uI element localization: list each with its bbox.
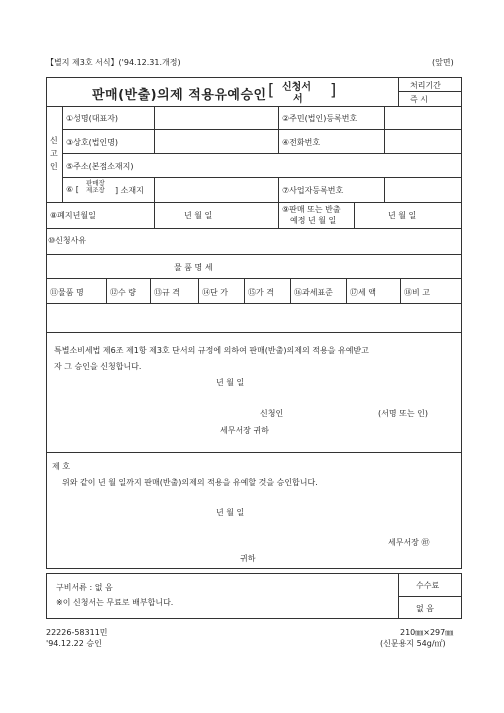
label-phone: ④전화번호: [282, 138, 321, 147]
col-price: ⑮가 격: [248, 288, 274, 297]
form-code: 22226-58311민: [46, 628, 108, 637]
paper-size: 210㎜×297㎜: [400, 628, 454, 637]
approval-no: 제 호: [52, 462, 70, 471]
form-title: 판매(반출)의제 적용유예승인: [92, 88, 267, 103]
application-date: 년 월 일: [216, 378, 245, 387]
goods-section-title: 물 품 명 세: [174, 263, 213, 272]
col-tax-base: ⑯과세표준: [294, 288, 333, 297]
col-spec: ⑬규 격: [154, 288, 180, 297]
signature-note: (서명 또는 인): [378, 409, 428, 418]
application-addressee: 세무서장 귀하: [220, 426, 269, 435]
label-address: ⑤주소(본점소재지): [66, 162, 134, 171]
fee-label: 수수료: [416, 581, 440, 590]
paper-type: (신문용지 54g/㎡): [380, 639, 446, 648]
page-side-label: (앞면): [432, 58, 454, 67]
label-business-name: ③상호(법인명): [66, 138, 119, 147]
label-closing-date: ⑧폐지년월일: [50, 211, 96, 220]
label-biz-reg-no: ⑦사업자등록번호: [282, 186, 344, 195]
label-planned-date-1: ⑨판매 또는 반출: [282, 205, 341, 214]
form-main: [46, 77, 462, 569]
label-location-options: 판매장 제조장: [86, 179, 105, 194]
approval-date: 년 월 일: [216, 508, 245, 517]
title-variant-2: 서: [293, 94, 303, 105]
application-text-2: 자 그 승인을 신청합니다.: [54, 362, 142, 371]
planned-date-ymd: 년 월 일: [388, 211, 417, 220]
title-bracket-open: [: [268, 80, 275, 99]
closing-date-ymd: 년 월 일: [184, 211, 213, 220]
fee-value: 없 음: [416, 604, 434, 613]
col-quantity: ⑫수 량: [110, 288, 136, 297]
col-remarks: ⑱비 고: [404, 288, 430, 297]
processing-period-value: 즉 시: [410, 95, 428, 104]
title-variant: 신청서: [282, 82, 311, 93]
col-tax-amount: ⑰세 액: [350, 288, 376, 297]
form-reference: 【별지 제3호 서식】('94.12.31.개정): [46, 58, 181, 67]
required-docs: 구비서류 : 없 음: [56, 583, 113, 592]
label-reason: ⑩신청사유: [48, 236, 87, 245]
label-location-suffix: ] 소재지: [115, 186, 144, 195]
approval-date-note: '94.12.22 승인: [46, 639, 102, 648]
label-planned-date-2: 예정 년 월 일: [290, 216, 337, 225]
approval-text: 위와 같이 년 월 일까지 판매(반출)의제의 적용을 유예할 것을 승인합니다.: [62, 478, 318, 487]
label-name: ①성명(대표자): [66, 114, 119, 123]
approval-addressee: 귀하: [240, 554, 256, 563]
applicant-section-label: 신 고 인: [50, 136, 58, 171]
free-distribution-note: ※이 신청서는 무료로 배부합니다.: [56, 598, 174, 607]
processing-period-label: 처리기간: [410, 81, 441, 90]
title-bracket-close: ]: [330, 80, 337, 99]
application-text-1: 특별소비세법 제6조 제1항 제3호 단서의 규정에 의하여 판매(반출)의제의 적용을 유예받고: [54, 346, 369, 355]
label-resident-no: ②주민(법인)등록번호: [282, 114, 358, 123]
col-goods-name: ⑪물품 명: [50, 288, 84, 297]
applicant-label: 신청인: [260, 409, 284, 418]
label-location-prefix: ⑥ [: [66, 185, 79, 194]
approval-official: 세무서장 ㊞: [388, 538, 430, 547]
col-unit-price: ⑭단 가: [202, 288, 228, 297]
